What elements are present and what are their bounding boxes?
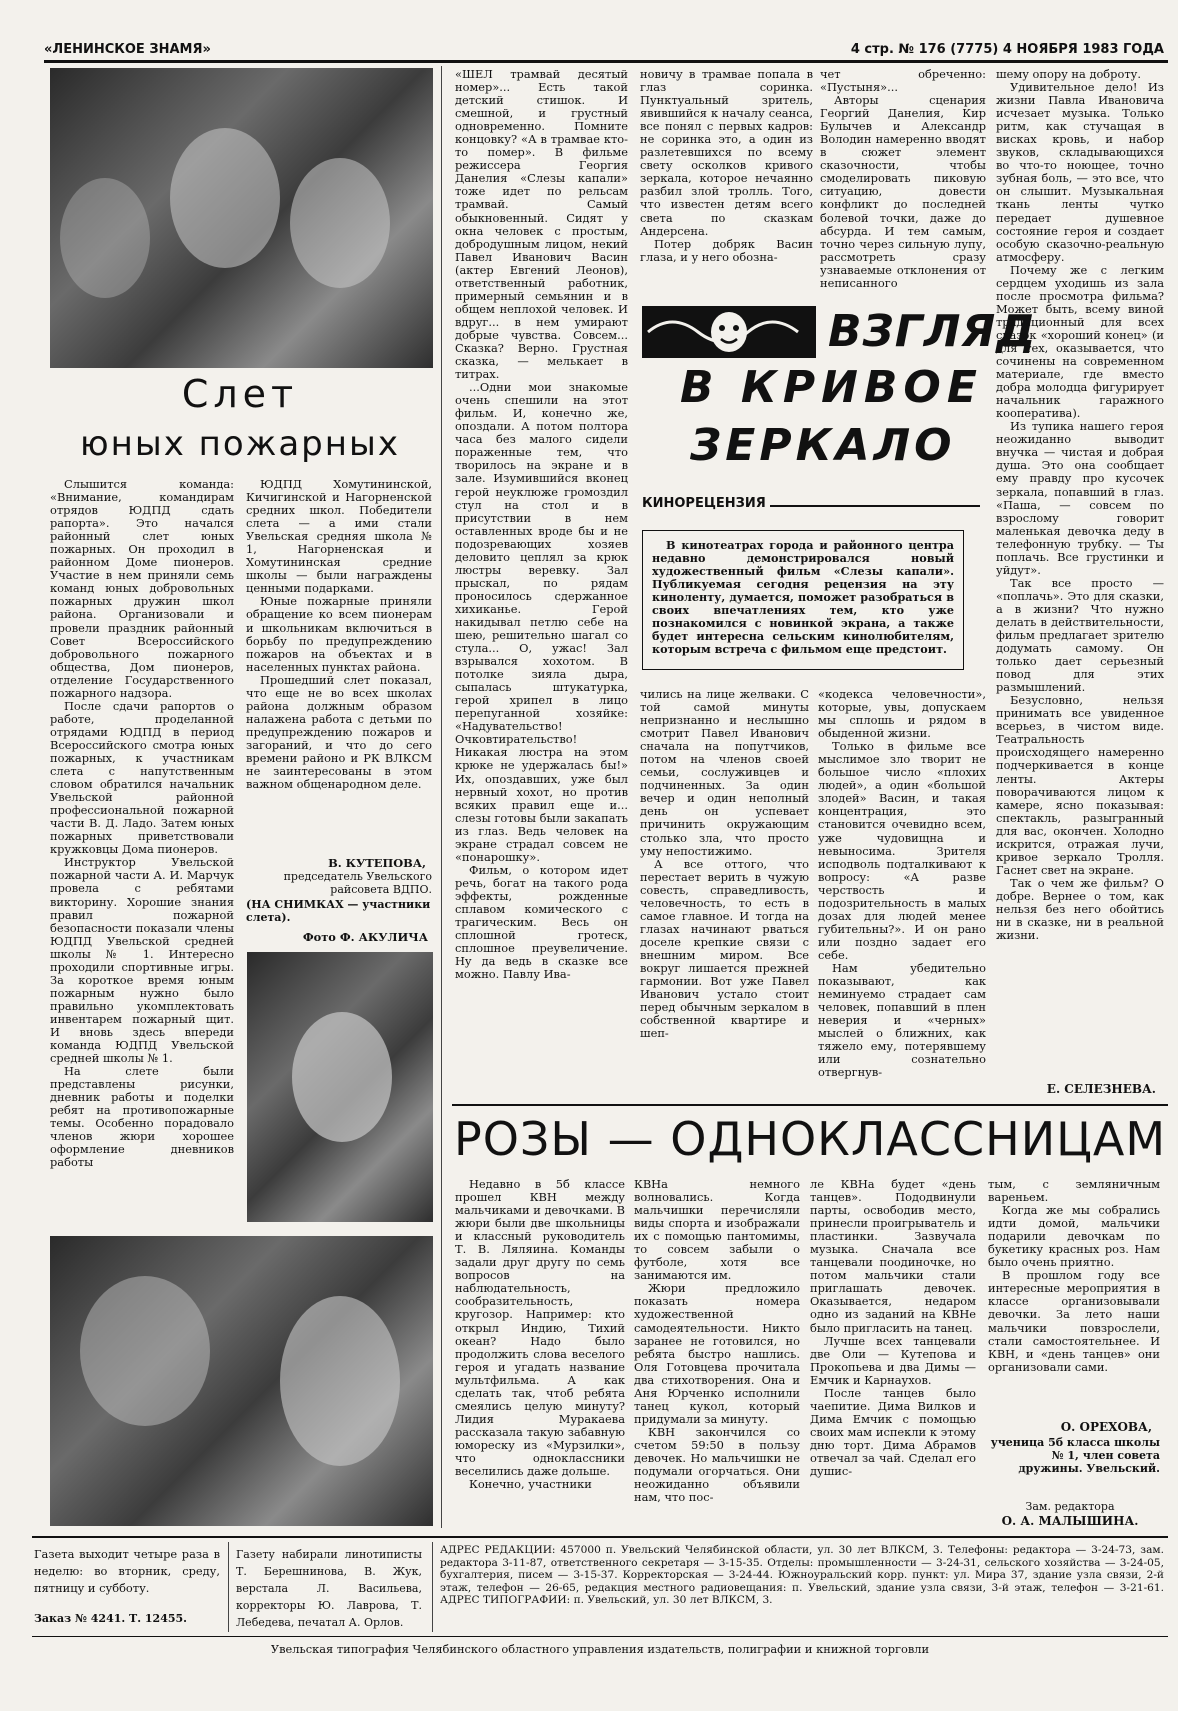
masthead-rule [44, 60, 1168, 63]
vzglyad-title-line2: В КРИВОЕ [680, 362, 983, 413]
vzglyad-column-1 [455, 68, 628, 1096]
photo-slet-participants [50, 1236, 433, 1526]
rozy-title: РОЗЫ — ОДНОКЛАССНИЦАМ [453, 1112, 1167, 1166]
rozy-paragraph: тым, с земляничным вареньем. [988, 1178, 1160, 1205]
rozy-paragraph: Недавно в 5б классе прошел КВН между мальчиками и девочками. В жюри были две школьницы и классный руководитель Т. В. Ляляина. Команды задали друг другу по семь вопросов на наблюдательность, сообразительность, кругозор. Например: кто открыл Индию, Тихий океан? Надо было продолжить слова веселого героя и угадать название мультфильма. А как сделать так, чтоб ребята смеялись целую минуту? Лидия Муракаева рассказала такую забавную юмореску из «Мурзилки», что одноклассники веселились даже дольше. [455, 1178, 625, 1479]
rozy-paragraph: Конечно, участники [469, 1477, 592, 1492]
rozy-signature-role: ученица 5б класса школы № 1, член совета дружины. Увельский. [990, 1436, 1160, 1475]
rozy-column-2 [634, 1178, 800, 1528]
vzglyad-ornament [642, 306, 816, 358]
vzglyad-lead-box [642, 530, 964, 670]
footer-rule [32, 1536, 1168, 1538]
vzglyad-column-3b [818, 688, 986, 1094]
rozy-paragraph: ле КВНа будет «день танцев». Пододвинули парты, освободив место, принесли проигрыватель и пластинки. Зазвучала музыка. Сначала все танцевали поодиночке, но потом мальчики стали приглашать девочек. Оказывается, недаром одно из заданий на КВНе было пригласить на танец. [810, 1178, 976, 1335]
editor-name: О. А. МАЛЫШИНА. [1001, 1514, 1139, 1528]
slet-signature: В. КУТЕПОВА, [328, 856, 426, 870]
editor-role: Зам. редактора [1025, 1500, 1115, 1513]
slet-signature-role: председатель Увельского райсовета ВДПО. [283, 870, 432, 896]
vzglyad-column-2 [640, 68, 813, 294]
vzglyad-column-2b [640, 688, 809, 1094]
vzglyad-title-line1: ВЗГЛЯД [828, 306, 1037, 357]
vzglyad-column-4 [996, 68, 1164, 1078]
slet-paragraph: Юные пожарные приняли обращение ко всем пионерам и школьникам включиться в борьбу по предупреждению пожаров на объектах и в населенных пунктах района. [246, 594, 432, 674]
column-divider [441, 66, 442, 1528]
vzglyad-paragraph: чет обреченно: «Пустыня»... [820, 68, 986, 95]
slet-paragraph: После сдачи рапортов о работе, проделанной отрядами ЮДПД в период Всероссийского смотра юных пожарных, к участникам слета с напутственным словом обратился начальник Увельской районной профессиональной пожарной части В. Д. Ладо. Затем юных пожарных приветствовали кружковцы Дома пионеров. [50, 698, 234, 857]
rozy-paragraph: После танцев было чаепитие. Дима Вилков и Дима Емчик с помощью своих мам испекли к этому дню торт. Дима Абрамов отвечал за чай. Сделал его душис- [810, 1385, 976, 1479]
vzglyad-paragraph: ...Одни мои знакомые очень спешили на этот фильм. И, конечно же, опоздали. А потом полтора часа без малого сидели пораженные тем, что творилось на экране и в зале. Изумившийся вконец герой неуклюже громоздил стул на стол и в присутствии в нем оставленных вроде бы и не подозревающих хозяев деловито цеплял за крюк люстры веревку. Зал прыскал, по рядам проносилось сдержанное хихиканье. Герой накидывал петлю себе на шею, решительно шагал со стула... О, ужас! Зал взрывался хохотом. В потолке зияла дыра, сыпалась штукатурка, герой хрипел в лицо перепуганной хозяйке: «Надувательство! Очковтирательство! Никакая люстра на этом крюке не удержалась бы!» Их, опоздавших, уже был нервный хохот, но против всяких правил еще и... слезы готовы были закапать из глаз. Ведь человек на экране страдал совсем не «понарошку». [455, 380, 628, 864]
vzglyad-paragraph: Так о чем же фильм? О добре. Вернее о том, как нельзя без него обойтись ни в сказке, ни в реальной жизни. [996, 875, 1164, 943]
vzglyad-lead: В кинотеатрах города и районного центра недавно демонстрировался новый художественный фильм «Слезы капали». Публикуемая сегодня рецензия на эту киноленту, думается, поможет разобраться в своих впечатлениях тем, кто уже познакомился с новинкой экрана, а также будет интересна сельским кинолюбителям, которым встреча с фильмом еще предстоит. [652, 538, 954, 656]
slet-photo-caption: (НА СНИМКАХ — участники слета). [246, 898, 431, 924]
vzglyad-title-line3: ЗЕРКАЛО [690, 420, 956, 471]
rozy-paragraph: Когда же мы собрались идти домой, мальчики подарили девочкам по букетику красных роз. Нам было очень приятно. [988, 1203, 1160, 1270]
slet-paragraph: Слышится команда: «Внимание, командирам отрядов ЮДПД сдать рапорта». Это начался районный слет юных пожарных. Он проходил в районном Доме пионеров. Участие в нем приняли семь команд юных добровольных пожарных дружин школ района. Организовали и провели праздник районный Совет Всероссийского добровольного пожарного общества, Дом пионеров, отделение Государственного пожарного надзора. [50, 478, 234, 700]
vzglyad-column-3 [820, 68, 986, 294]
rozy-paragraph: КВН закончился со счетом 59:50 в пользу девочек. Но мальчишки не подумали огорчаться. Они неожиданно объявили нам, что пос- [634, 1424, 800, 1505]
vzglyad-paragraph: Нам убедительно показывают, как неминуемо страдает сам человек, попавший в плен неверия и «черных» мыслей о ближних, как тяжело ему, потерявшему или сознательно отвергнув- [818, 960, 986, 1080]
rubric-rule [770, 505, 980, 507]
footer-order: Заказ № 4241. Т. 12455. [34, 1612, 187, 1625]
vzglyad-paragraph: новичу в трамвае попала в глаз соринка. Пунктуальный зритель, явившийся к началу сеанса, все понял с первых кадров: не соринка это, а один из разлетевшихся по всему свету осколков кривого зеркала, которое нечаянно разбил злой тролль. Того, что известен детям всего света по сказкам Андерсена. [640, 68, 813, 238]
masthead [44, 40, 1172, 62]
section-rule [452, 1104, 1168, 1106]
slet-paragraph: Прошедший слет показал, что еще не во всех школах района должным образом налажена работа с детьми по предупреждению пожаров и загораний, и что до сего времени районо и РК ВЛКСМ не заинтересованы в этом важном общенародном деле. [246, 672, 432, 792]
vzglyad-paragraph: «кодекса человечности», которые, увы, допускаем мы сплошь и рядом в обыденной жизни. [818, 688, 986, 741]
rozy-paragraph: В прошлом году все интересные мероприятия в классе организовывали девочки. За лето наши мальчики повзрослели, стали самостоятельнее. И КВН, и «день танцев» они организовали сами. [988, 1268, 1160, 1374]
footer-divider [432, 1542, 433, 1632]
rozy-column-3 [810, 1178, 976, 1528]
theatre-mask-icon [642, 306, 816, 358]
vzglyad-paragraph: Почему же с легким сердцем уходишь из зала после просмотра фильма? Может быть, всему виной традиционный для всех сказок «хороший конец» (и для тех, оказывается, что сочинены на современном материале, где вместо добра молодца фигурирует начальник гаражного кооператива). [996, 262, 1164, 421]
slet-title-line1: Слет [181, 372, 299, 416]
slet-paragraph: Инструктор Увельской пожарной части А. И. Марчук провела с ребятами викторину. Хорошие знания правил пожарной безопасности показали члены ЮДПД Увельской средней школы № 1. Интересно проходили спортивные игры. За короткое время юным пожарным нужно было правильно укомплектовать инвентарем пожарный щит. И вновь здесь впереди команда ЮДПД Увельской средней школы № 1. [50, 855, 234, 1066]
slet-paragraph: ЮДПД Хомутининской, Кичигинской и Нагорненской средних школ. Победители слета — а ими стали Увельская средняя школа № 1, Нагорненская и Хомутининская средние школы — были награждены ценными подарками. [246, 478, 432, 596]
masthead-paper-name: «ЛЕНИНСКОЕ ЗНАМЯ» [44, 42, 211, 57]
footer-schedule: Газета выходит четыре раза в неделю: во вторник, среду, пятницу и субботу. [34, 1547, 220, 1595]
footer-bottom-rule [32, 1636, 1168, 1637]
slet-title-line2: юных пожарных [80, 424, 400, 464]
masthead-issue: 4 стр. № 176 (7775) 4 НОЯБРЯ 1983 ГОДА [850, 42, 1164, 57]
vzglyad-paragraph: Авторы сценария Георгий Данелия, Кир Булычев и Александр Володин намеренно вводят в сюжет элемент сказочности, чтобы смоделировать пиковую ситуацию, довести конфликт до последней болевой точки, даже до абсурда. И тем самым, точно через сильную лупу, рассмотреть сразу узнаваемые отклонения от неписанного [820, 93, 986, 290]
vzglyad-paragraph: чились на лице желваки. С той самой минуты непризнанно и неслышно смотрит Павел Иванович сначала на попутчиков, потом на членов своей семьи, сослуживцев и подчиненных. За один вечер и один неполный день он успевает причинить окружающим столько зла, что просто уму непостижимо. [640, 688, 809, 858]
slet-column-2 [246, 478, 432, 853]
rozy-paragraph: Лучше всех танцевали две Оли — Кутепова и Прокопьева и два Димы — Емчик и Карнаухов. [810, 1333, 976, 1387]
rozy-signature: О. ОРЕХОВА, [1060, 1420, 1152, 1434]
footer-address: АДРЕС РЕДАКЦИИ: 457000 п. Увельский Челябинской области, ул. 30 лет ВЛКСМ, 3. Телефоны: редактора — 3-24-73, зам. редактора 3-11-87, ответственного секретаря — 3-15-35. Отделы: промышленности — 3-24-31, сельского хозяйства — 3-24-05, бухгалтерия, писем — 3-15-37. Корректорская — 3-24-44. Южноуральский корр. пункт: ул. Мира 37, здание узла связи, 2-й этаж, телефон — 26-65, редакция местного радиовещания: п. Увельский, здание узла связи, 3-й этаж, телефон — 3-21-61. АДРЕС ТИПОГРАФИИ: п. Увельский, ул. 30 лет ВЛКСМ, 3. [440, 1544, 1164, 1607]
vzglyad-signature: Е. СЕЛЕЗНЕВА. [1046, 1082, 1156, 1096]
vzglyad-paragraph: Фильм, о котором идет речь, богат на такого рода эффекты, рожденные сплавом комического с трагическим. Весь он сплошной гротеск, сплошное преувеличение. Ну да ведь в сказке все можно. Павлу Ива- [455, 862, 628, 982]
vzglyad-rubric: КИНОРЕЦЕНЗИЯ [642, 496, 766, 511]
slet-column-1 [50, 478, 234, 1230]
vzglyad-paragraph: Безусловно, нельзя принимать все увиденное всерьез, в чистом виде. Театральность происходящего намеренно подчеркивается в конце ленты. Актеры поворачиваются лицом к камере, ясно показывая: спектакль, разыгранный для вас, окончен. Холодно искрится, отражая лучи, кривое зеркало Тролля. Гаснет свет на экране. [996, 693, 1164, 877]
photo-fire-cadets [50, 68, 433, 368]
rozy-paragraph: КВНа немного волновались. Когда мальчишки перечисляли виды спорта и изображали их с помощью пантомимы, то совсем забыли о футболе, хотя все занимаются им. [634, 1178, 800, 1283]
rozy-column-4 [988, 1178, 1160, 1416]
vzglyad-paragraph: «ШЕЛ трамвай десятый номер»... Есть такой детский стишок. И смешной, и грустный одновременно. Помните концовку? «А в трамвае кто-то помер». В фильме режиссера Георгия Данелия «Слезы капали» тоже идет по рельсам трамвай. Самый обыкновенный. Сидят у окна человек с простым, добродушным лицом, некий Павел Иванович Васин (актер Евгений Леонов), ответственный работник, примерный семьянин и в общем неплохой человек. И вдруг... в нем умирают добрые чувства. Совсем... Сказка? Верно. Грустная сказка, — мелькает в титрах. [455, 68, 628, 382]
slet-paragraph: На слете были представлены рисунки, дневник работы и поделки ребят на противопожарные темы. Особенно порадовало членов жюри хорошее оформление дневников работы [50, 1064, 234, 1170]
vzglyad-paragraph: А все оттого, что перестает верить в чужую совесть, справедливость, человечность, то есть в самое главное. И тогда на глазах начинают рваться доселе крепкие связи с внешним миром. Все вокруг лишается прежней гармонии. Вот уже Павел Иванович устало стоит перед обычным зеркалом в собственной квартире и шеп- [640, 856, 809, 1041]
vzglyad-paragraph: Из тупика нашего героя неожиданно выводит внучка — чистая и добрая душа. Это она сообщает ему правду про кусочек зеркала, попавший в глаз. «Паша, — совсем по взрослому говорит маленькая девочка деду в телефонную трубку. — Ты поплачь. Все грустинки и уйдут». [996, 419, 1164, 577]
slet-photo-credit: Фото Ф. АКУЛИЧА [302, 930, 428, 944]
rozy-column-1 [455, 1178, 625, 1528]
photo-girl-portrait [247, 952, 433, 1222]
vzglyad-paragraph: Удивительное дело! Из жизни Павла Ивановича исчезает музыка. Только ритм, как стучащая в висках кровь, и набор звуков, складывающихся во что-то ноющее, точно зубная боль, — это все, что он слышит. Музыкальная ткань ленты чутко передает душевное состояние героя и создает особую сказочно-реальную атмосферу. [996, 80, 1164, 264]
footer-staff: Газету набирали линотиписты Т. Берешнинова, В. Жук, верстала Л. Васильева, корректоры Ю. Лаврова, Т. Лебедева, печатал А. Орлов. [236, 1548, 422, 1629]
vzglyad-paragraph: Так все просто — «поплачь». Это для сказки, а в жизни? Что нужно делать в действительности, фильм предлагает зрителю додумать самому. Он только дает серьезный повод для этих размышлений. [996, 575, 1164, 695]
vzglyad-paragraph: шему опору на доброту. [996, 68, 1141, 81]
rozy-paragraph: Жюри предложило показать номера художественной самодеятельности. Никто заранее не готовился, но ребята быстро нашлись. Оля Готовцева прочитала два стихотворения. Она и Аня Юрченко исполнили танец кукол, который придумали за минуту. [634, 1281, 800, 1426]
vzglyad-paragraph: Потер добряк Васин глаза, и у него обозна- [640, 236, 813, 264]
footer-printer: Увельская типография Челябинского областного управления издательств, полиграфии и книжной торговли [270, 1642, 930, 1656]
vzglyad-paragraph: Только в фильме все мыслимое зло творит не большое число «плохих людей», а один «большой злодей» Васин, и такая концентрация, это становится очевидно всем, уже чудовищна и невыносима. Зрителя исподволь подталкивают к вопросу: «А разве черствость и подозрительность в малых дозах для людей менее губительны?». И он рано или поздно задает его себе. [818, 739, 986, 962]
footer-divider [228, 1542, 229, 1632]
